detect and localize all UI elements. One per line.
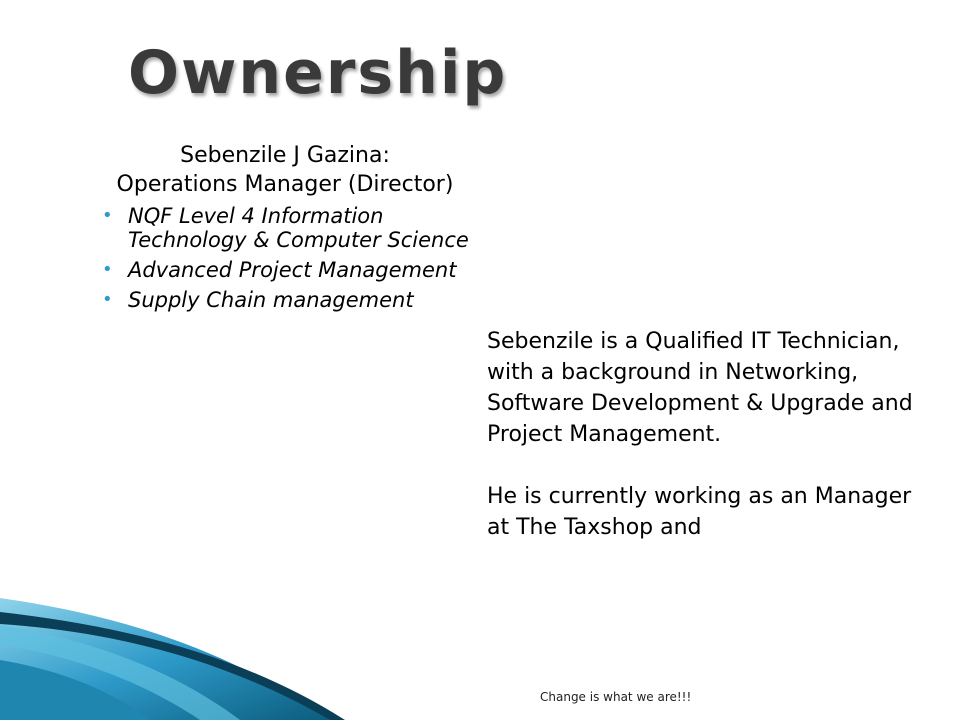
list-item — [100, 288, 470, 312]
qualifications-list — [100, 204, 470, 312]
bullet-icon: • — [102, 289, 113, 310]
bullet-icon: • — [102, 259, 113, 280]
person-role: Operations Manager (Director) — [116, 172, 454, 197]
bio-text — [487, 326, 927, 543]
list-item — [100, 204, 470, 252]
qualification-text: NQF Level 4 Information Technology & Computer Science — [128, 204, 469, 252]
slide-title: Ownership — [128, 38, 508, 108]
list-item — [100, 258, 470, 282]
bullet-icon: • — [102, 205, 113, 226]
qualification-text: Advanced Project Management — [128, 258, 457, 282]
person-name: Sebenzile J Gazina: — [180, 143, 390, 168]
slide-footer: Change is what we are!!! — [540, 690, 692, 704]
bio-paragraph: Sebenzile is a Qualified IT Technician, with a background in Networking, Software Development & Upgrade and Project Management. — [487, 329, 913, 447]
bio-paragraph: He is currently working as an Manager at The Taxshop and — [487, 484, 912, 540]
qualification-text: Supply Chain management — [128, 288, 414, 312]
profile-column — [100, 142, 470, 318]
